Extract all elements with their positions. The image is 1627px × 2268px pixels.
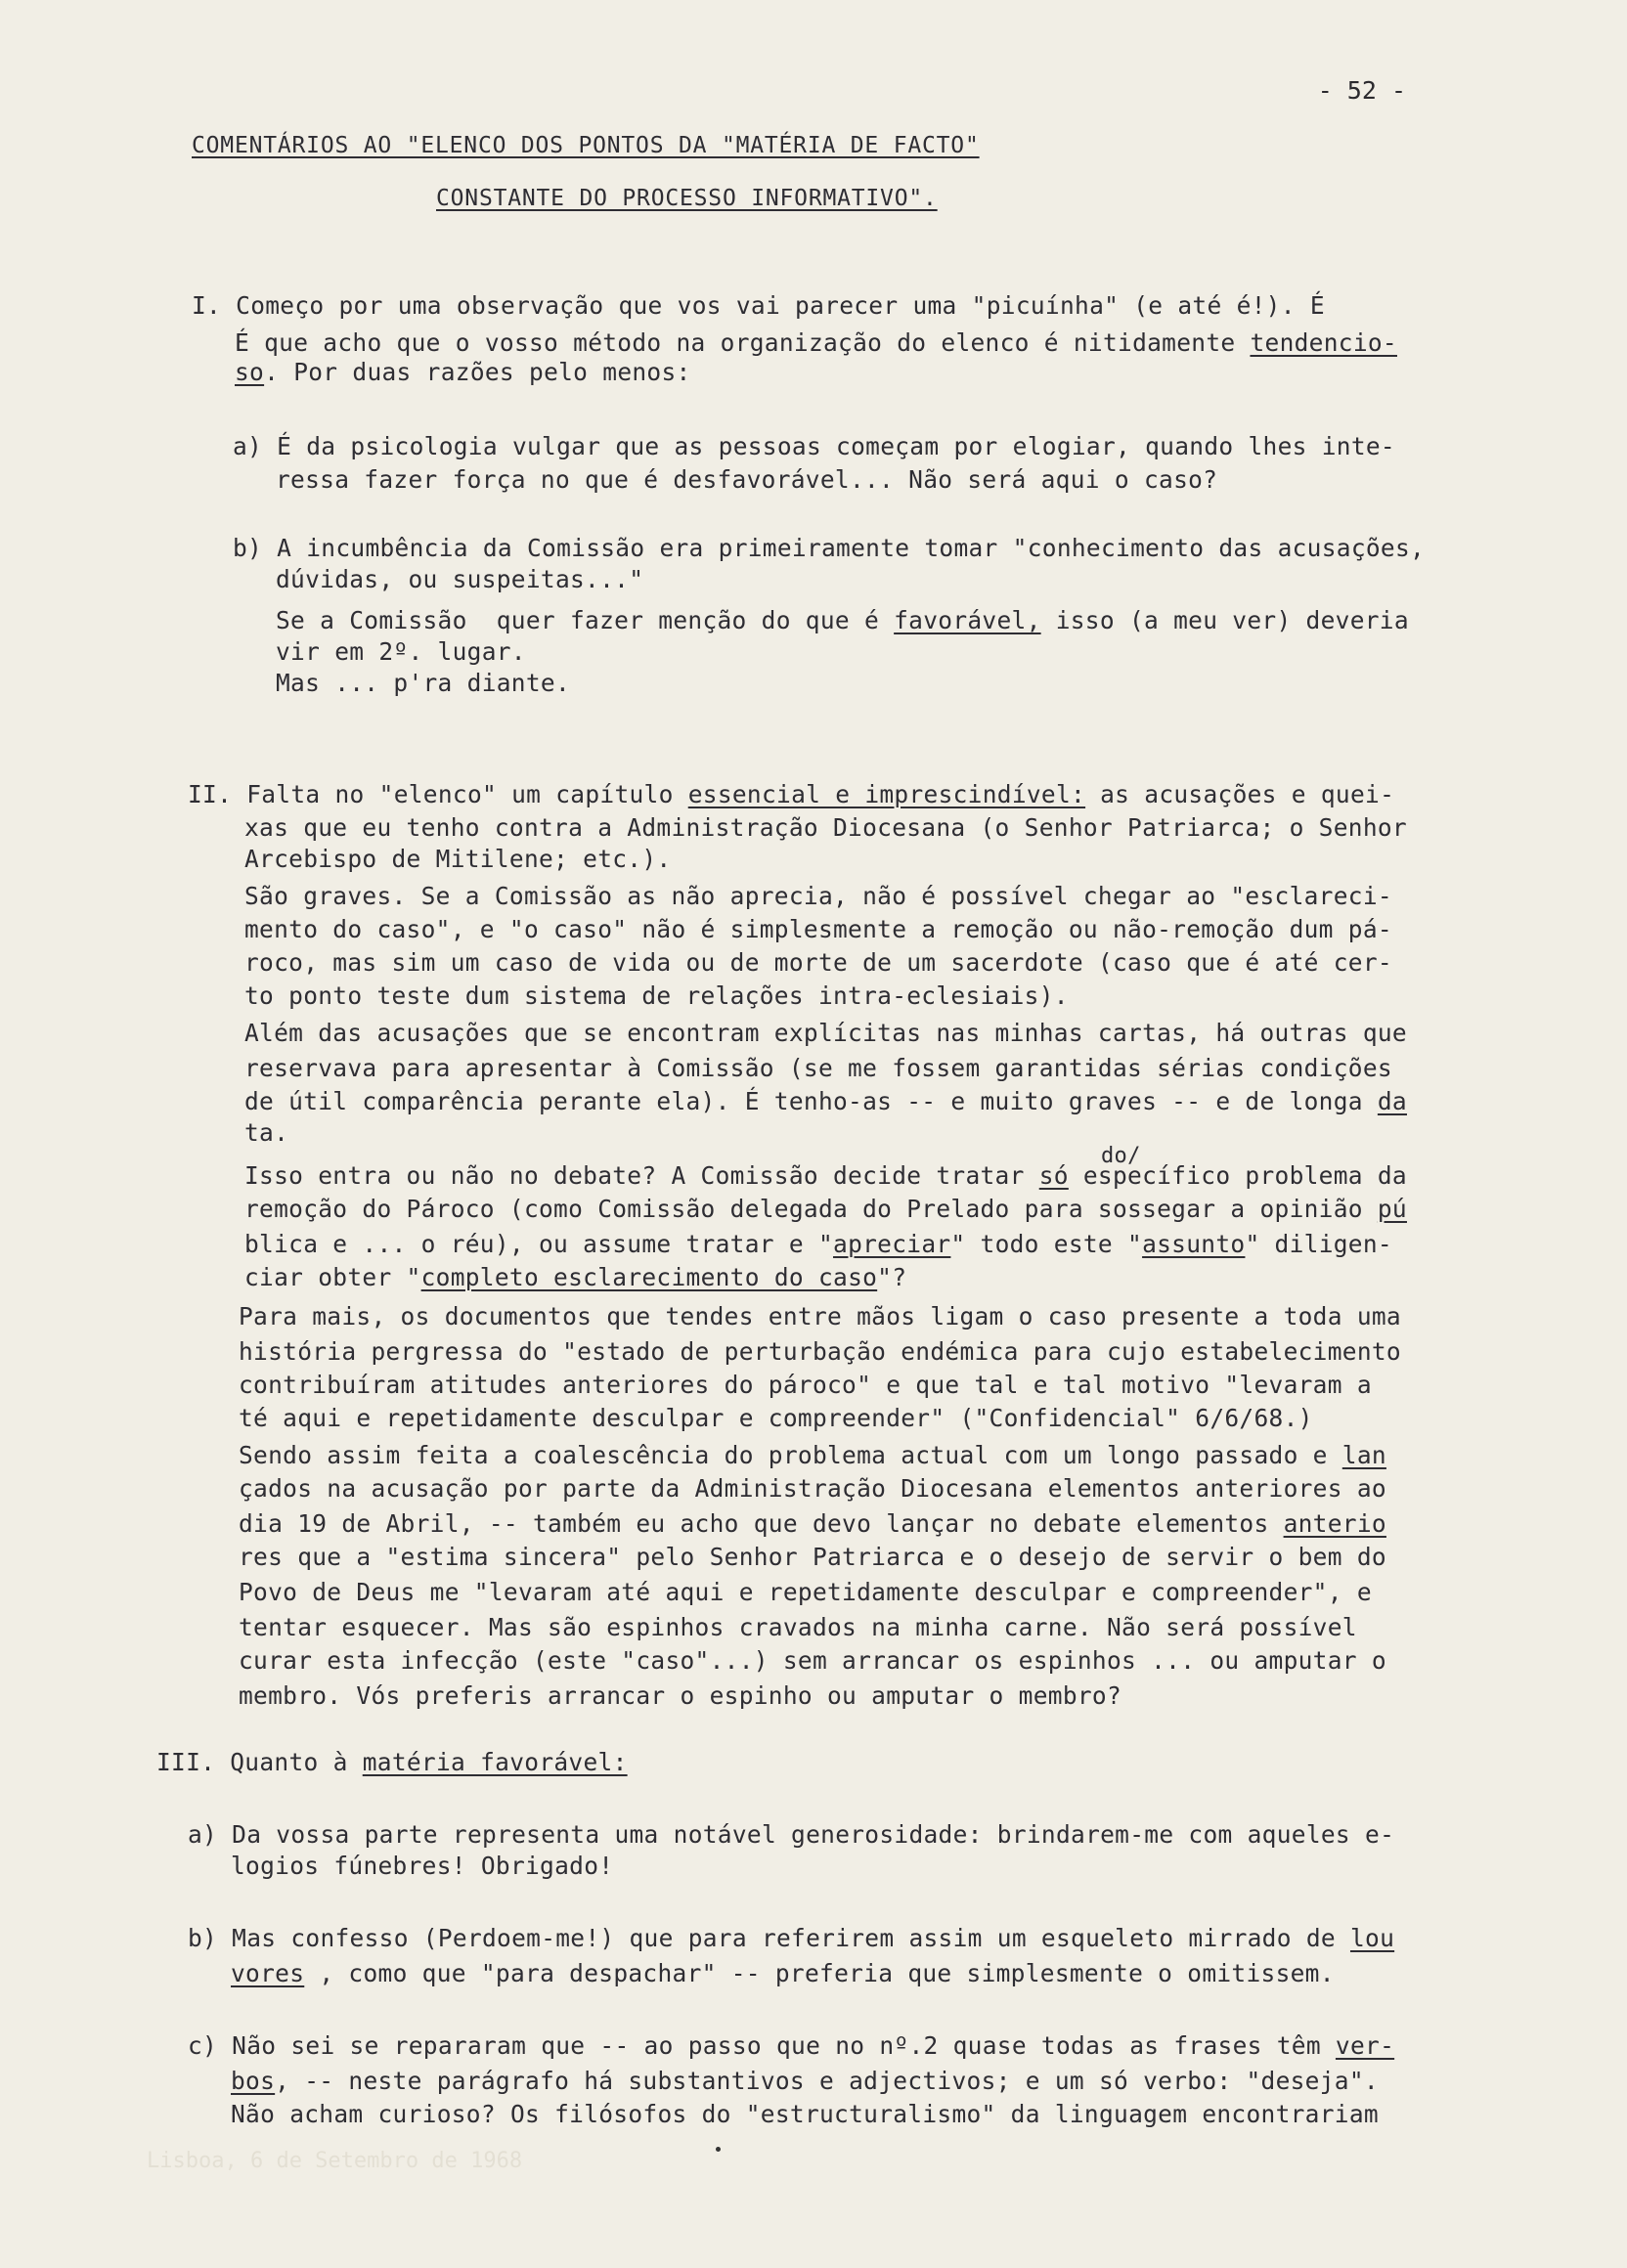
- section2-line: ta.: [244, 1118, 289, 1147]
- section2-line: tentar esquecer. Mas são espinhos cravados na minha carne. Não será possível: [239, 1613, 1357, 1641]
- bleed-through-text: Lisboa, 6 de Setembro de 1968: [147, 2149, 523, 2173]
- section2-line: Sendo assim feita a coalescência do problema actual com um longo passado e lan: [239, 1441, 1386, 1469]
- section2-line: dia 19 de Abril, -- também eu acho que devo lançar no debate elementos anterio: [239, 1509, 1386, 1538]
- section1-item-a: a) É da psicologia vulgar que as pessoas começam por elogiar, quando lhes inte-: [233, 432, 1395, 460]
- ink-dot: [716, 2147, 721, 2152]
- section2-line: reservava para apresentar à Comissão (se me fossem garantidas sérias condições: [244, 1054, 1392, 1082]
- section3-item-a: logios fúnebres! Obrigado!: [231, 1852, 614, 1880]
- title-line-2: CONSTANTE DO PROCESSO INFORMATIVO".: [436, 186, 938, 211]
- section2-line: curar esta infecção (este "caso"...) sem arrancar os espinhos ... ou amputar o: [239, 1646, 1386, 1675]
- section1-item-b: Se a Comissão quer fazer menção do que é favorável, isso (a meu ver) deveria: [276, 606, 1409, 634]
- section1-line: É que acho que o vosso método na organização do elenco é nitidamente tendencio-: [235, 328, 1397, 357]
- section2-line: Isso entra ou não no debate? A Comissão decide tratar só específico problema da: [244, 1161, 1407, 1190]
- section2-line: té aqui e repetidamente desculpar e compreender" ("Confidencial" 6/6/68.): [239, 1404, 1313, 1432]
- section1-line: I. Começo por uma observação que vos vai parecer uma "picuínha" (e até é!). É: [192, 291, 1325, 320]
- section3-heading: III. Quanto à matéria favorável:: [156, 1748, 628, 1776]
- section2-line: II. Falta no "elenco" um capítulo essencial e imprescindível: as acusações e quei-: [188, 780, 1395, 808]
- section2-line: remoção do Pároco (como Comissão delegada do Prelado para sossegar a opinião pú: [244, 1195, 1407, 1223]
- section1-item-b: dúvidas, ou suspeitas...": [276, 565, 644, 593]
- section1-item-b: vir em 2º. lugar.: [276, 637, 526, 666]
- section2-line: blica e ... o réu), ou assume tratar e "apreciar" todo este "assunto" diligen-: [244, 1230, 1392, 1258]
- section2-line: çados na acusação por parte da Administração Diocesana elementos anteriores ao: [239, 1474, 1386, 1503]
- section2-line: Além das acusações que se encontram explícitas nas minhas cartas, há outras que: [244, 1019, 1407, 1047]
- section2-line: membro. Vós preferis arrancar o espinho ou amputar o membro?: [239, 1681, 1122, 1710]
- section2-line: ciar obter "completo esclarecimento do caso"?: [244, 1263, 907, 1291]
- section2-line: de útil comparência perante ela). É tenho-as -- e muito graves -- e de longa da: [244, 1087, 1407, 1115]
- section3-item-a: a) Da vossa parte representa uma notável generosidade: brindarem-me com aqueles e-: [188, 1820, 1395, 1849]
- section2-line: Para mais, os documentos que tendes entre mãos ligam o caso presente a toda uma: [239, 1302, 1401, 1330]
- section2-line: xas que eu tenho contra a Administração Diocesana (o Senhor Patriarca; o Senhor: [244, 813, 1407, 842]
- section2-line: roco, mas sim um caso de vida ou de morte de um sacerdote (caso que é até cer-: [244, 948, 1392, 977]
- section2-line: res que a "estima sincera" pelo Senhor Patriarca e o desejo de servir o bem do: [239, 1543, 1386, 1571]
- section2-line: história pergressa do "estado de perturbação endémica para cujo estabelecimento: [239, 1337, 1401, 1366]
- section2-line: São graves. Se a Comissão as não aprecia, não é possível chegar ao "esclareci-: [244, 882, 1392, 910]
- section2-line: to ponto teste dum sistema de relações intra-eclesiais).: [244, 981, 1069, 1010]
- section3-item-c: c) Não sei se repararam que -- ao passo que no nº.2 quase todas as frases têm ver-: [188, 2031, 1395, 2060]
- title-line-1: COMENTÁRIOS AO "ELENCO DOS PONTOS DA "MATÉRIA DE FACTO": [192, 133, 980, 158]
- section2-line: Arcebispo de Mitilene; etc.).: [244, 845, 672, 873]
- section2-line: mento do caso", e "o caso" não é simplesmente a remoção ou não-remoção dum pá-: [244, 915, 1392, 943]
- page-number: - 52 -: [1317, 76, 1406, 105]
- section1-item-b: b) A incumbência da Comissão era primeiramente tomar "conhecimento das acusações,: [233, 534, 1426, 562]
- section3-item-c: bos, -- neste parágrafo há substantivos e adjectivos; e um só verbo: "deseja".: [231, 2067, 1379, 2095]
- section3-item-b: vores , como que "para despachar" -- preferia que simplesmente o omitissem.: [231, 1959, 1335, 1987]
- section2-line: Povo de Deus me "levaram até aqui e repetidamente desculpar e compreender", e: [239, 1578, 1372, 1606]
- section1-item-a: ressa fazer força no que é desfavorável... Não será aqui o caso?: [276, 465, 1218, 494]
- handwritten-insertion: do/: [1101, 1144, 1141, 1168]
- section1-item-b: Mas ... p'ra diante.: [276, 669, 571, 697]
- section1-line: so. Por duas razões pelo menos:: [235, 358, 691, 386]
- section2-line: contribuíram atitudes anteriores do pároco" e que tal e tal motivo "levaram a: [239, 1371, 1372, 1399]
- section3-item-b: b) Mas confesso (Perdoem-me!) que para referirem assim um esqueleto mirrado de lou: [188, 1924, 1395, 1952]
- section3-item-c: Não acham curioso? Os filósofos do "estructuralismo" da linguagem encontrariam: [231, 2100, 1379, 2128]
